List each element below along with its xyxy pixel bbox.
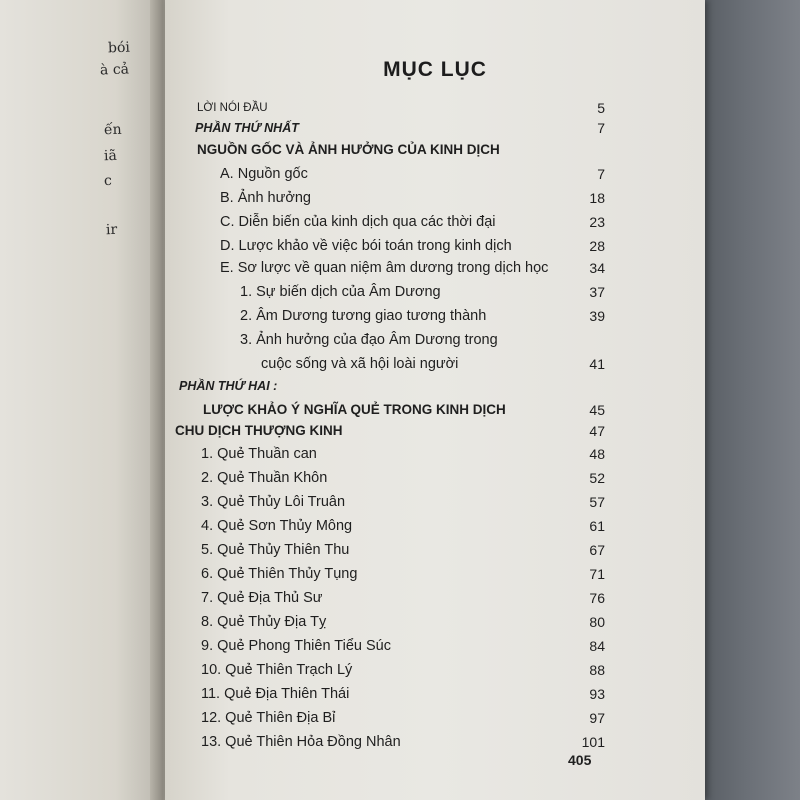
toc-entry-page: 71 (589, 566, 605, 582)
background-edge (690, 0, 800, 800)
toc-entry-page: 18 (589, 190, 605, 206)
toc-entry-page: 23 (589, 214, 605, 230)
toc-entry-page: 7 (597, 166, 605, 182)
toc-entry-page: 93 (589, 686, 605, 702)
left-page-fragment: iã (103, 147, 118, 165)
toc-entry-title: 2. Quẻ Thuần Khôn (201, 470, 328, 486)
toc-entry-page: 37 (589, 284, 605, 300)
toc-entry-page: 45 (589, 402, 605, 418)
toc-entry-title: LƯỢC KHẢO Ý NGHĨA QUẺ TRONG KINH DỊCH (203, 402, 506, 417)
toc-entry-title: cuộc sống và xã hội loài người (261, 356, 459, 372)
toc-entry-page: 57 (589, 494, 605, 510)
toc-entry-title: 3. Quẻ Thủy Lôi Truân (201, 494, 346, 510)
toc-entry-page: 84 (589, 638, 605, 654)
toc-entry-title: 5. Quẻ Thủy Thiên Thu (201, 542, 350, 558)
toc-entry-page: 101 (581, 734, 605, 750)
toc-entry-title: 13. Quẻ Thiên Hỏa Đồng Nhân (201, 734, 401, 750)
toc-entry-page: 39 (589, 308, 605, 324)
toc-entry-title: 3. Ảnh hưởng của đạo Âm Dương trong (240, 332, 498, 348)
toc-entry-page: 28 (589, 238, 605, 254)
left-page-fragment: bói (107, 39, 131, 57)
toc-page (165, 0, 705, 800)
toc-entry-page: 34 (589, 260, 605, 276)
toc-entry-title: 1. Sự biến dịch của Âm Dương (240, 284, 441, 300)
left-page-fragment: à cả (99, 61, 130, 79)
toc-entry-page: 48 (589, 446, 605, 462)
toc-entry-page: 67 (589, 542, 605, 558)
toc-entry-title: LỜI NÓI ĐẦU (197, 102, 268, 114)
toc-entry-title: 4. Quẻ Sơn Thủy Mông (201, 518, 353, 534)
toc-entry-title: PHẦN THỨ NHẤT (195, 121, 299, 135)
toc-entry-title: D. Lược khảo về việc bói toán trong kinh dịch (220, 238, 512, 254)
toc-entry-page: 61 (589, 518, 605, 534)
toc-entry-title: 2. Âm Dương tương giao tương thành (240, 308, 487, 324)
toc-entry-title: 10. Quẻ Thiên Trạch Lý (201, 662, 353, 678)
toc-entry-title: C. Diễn biến của kinh dịch qua các thời đại (220, 214, 496, 230)
toc-entry-title: A. Nguồn gốc (220, 166, 308, 182)
toc-entry-page: 80 (589, 614, 605, 630)
toc-entry-title: 8. Quẻ Thủy Địa Tỵ (201, 614, 327, 630)
toc-entry-page: 88 (589, 662, 605, 678)
left-page (0, 0, 165, 800)
page-number: 405 (568, 752, 592, 768)
toc-entry-title: 1. Quẻ Thuần can (201, 446, 317, 462)
toc-entry-page: 52 (589, 470, 605, 486)
toc-entry-title: B. Ảnh hưởng (220, 190, 311, 206)
toc-entry-title: E. Sơ lược về quan niệm âm dương trong dịch học (220, 260, 549, 276)
left-page-fragment: ến (103, 121, 122, 139)
toc-entry-title: 9. Quẻ Phong Thiên Tiểu Súc (201, 638, 391, 654)
toc-entry-page: 41 (589, 356, 605, 372)
toc-entry-title: 12. Quẻ Thiên Địa Bỉ (201, 710, 336, 726)
toc-entry-title: PHẦN THỨ HAI : (179, 379, 278, 393)
toc-entry-title: NGUỒN GỐC VÀ ẢNH HƯỞNG CỦA KINH DỊCH (197, 142, 500, 157)
toc-entry-title: CHU DỊCH THƯỢNG KINH (175, 423, 343, 438)
left-page-fragment: c (103, 172, 113, 190)
toc-entry-page: 7 (597, 120, 605, 136)
page-title: MỤC LỤC (383, 58, 487, 81)
toc-entry-title: 7. Quẻ Địa Thủ Sư (201, 590, 323, 606)
toc-entry-page: 5 (597, 100, 605, 116)
toc-entry-title: 6. Quẻ Thiên Thủy Tụng (201, 566, 358, 582)
toc-entry-page: 76 (589, 590, 605, 606)
toc-entry-page: 97 (589, 710, 605, 726)
toc-entry-page: 47 (589, 423, 605, 439)
toc-entry-title: 11. Quẻ Địa Thiên Thái (201, 686, 350, 702)
left-page-fragment: ir (105, 221, 118, 239)
